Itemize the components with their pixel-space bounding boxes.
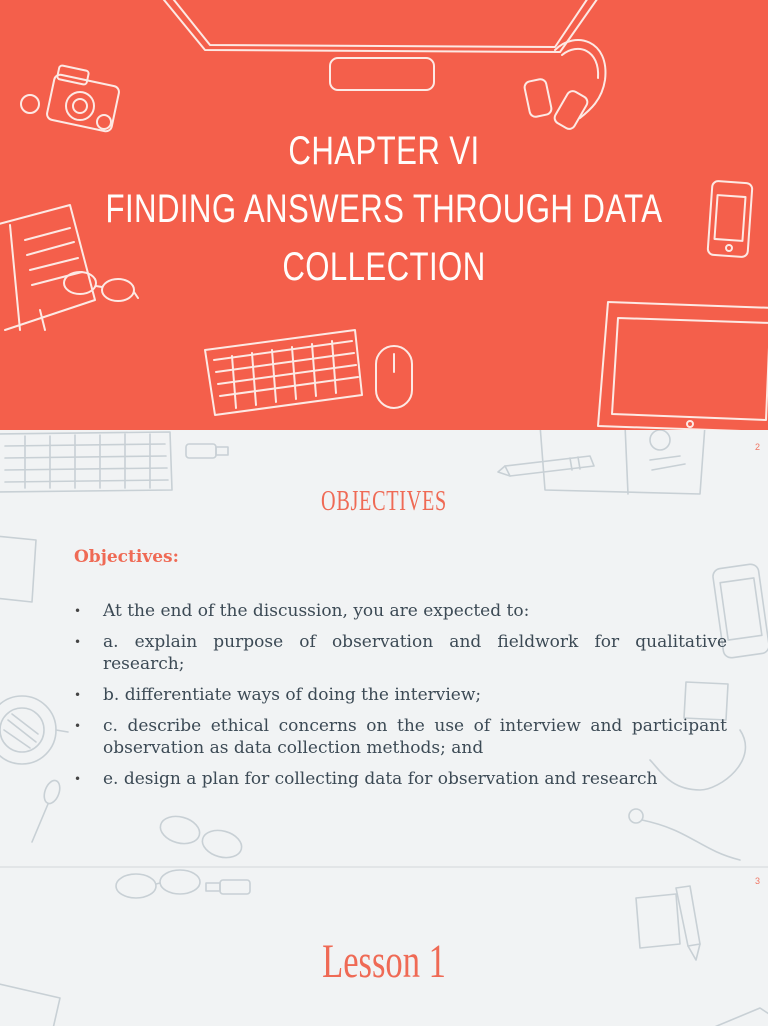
title-line-2: FINDING ANSWERS THROUGH DATA bbox=[105, 187, 663, 231]
spoon-icon bbox=[32, 778, 63, 842]
bullet-icon: • bbox=[74, 688, 82, 702]
slide-number: 2 bbox=[754, 442, 760, 452]
slide-number: 3 bbox=[754, 876, 760, 886]
keyboard-icon bbox=[0, 432, 172, 492]
usb-drive-icon bbox=[186, 444, 228, 458]
title-line-1: CHAPTER VI bbox=[288, 129, 480, 173]
lesson-heading: Lesson 1 bbox=[322, 935, 446, 988]
notebook-icon bbox=[0, 205, 95, 330]
list-item-text: e. design a plan for collecting data for observation and research bbox=[103, 769, 658, 789]
tablet-icon bbox=[598, 302, 768, 430]
headphones-icon bbox=[523, 40, 605, 131]
title-line-3: COLLECTION bbox=[282, 245, 486, 289]
keyboard-icon bbox=[700, 1008, 768, 1026]
glasses-icon bbox=[116, 870, 200, 898]
pen-icon bbox=[676, 886, 700, 960]
smartphone-icon bbox=[707, 181, 752, 258]
usb-drive-icon bbox=[206, 880, 250, 894]
notebook-icon bbox=[540, 430, 705, 494]
tablet-icon bbox=[0, 983, 60, 1026]
chapter-title bbox=[84, 122, 683, 296]
bullet-icon: • bbox=[74, 604, 82, 618]
objectives-list bbox=[74, 600, 727, 799]
bullet-icon: • bbox=[74, 635, 82, 649]
bullet-icon: • bbox=[74, 772, 82, 786]
list-item-text: b. differentiate ways of doing the interview; bbox=[103, 685, 482, 705]
list-item-text: c. describe ethical concerns on the use of interview and participant observation as data collection methods; and bbox=[103, 716, 727, 758]
tablet-icon bbox=[0, 536, 36, 602]
list-item bbox=[74, 600, 727, 622]
list-item bbox=[74, 631, 727, 675]
objectives-subheading: Objectives: bbox=[74, 547, 179, 567]
list-item-text: At the end of the discussion, you are expected to: bbox=[103, 601, 530, 621]
objectives-slide bbox=[0, 430, 768, 866]
monitor-icon bbox=[160, 0, 600, 90]
title-slide bbox=[0, 0, 768, 430]
coffee-cup-icon bbox=[0, 696, 68, 764]
lesson-slide bbox=[0, 866, 768, 1026]
list-item bbox=[74, 715, 727, 759]
keyboard-icon bbox=[205, 330, 362, 415]
pen-icon bbox=[498, 456, 594, 476]
list-item bbox=[74, 768, 727, 790]
glasses-icon bbox=[157, 812, 244, 861]
mouse-icon bbox=[376, 346, 412, 408]
objectives-heading: OBJECTIVES bbox=[321, 486, 447, 517]
list-item-text: a. explain purpose of observation and fieldwork for qualitative research; bbox=[103, 632, 727, 674]
list-item bbox=[74, 684, 727, 706]
bullet-icon: • bbox=[74, 719, 82, 733]
